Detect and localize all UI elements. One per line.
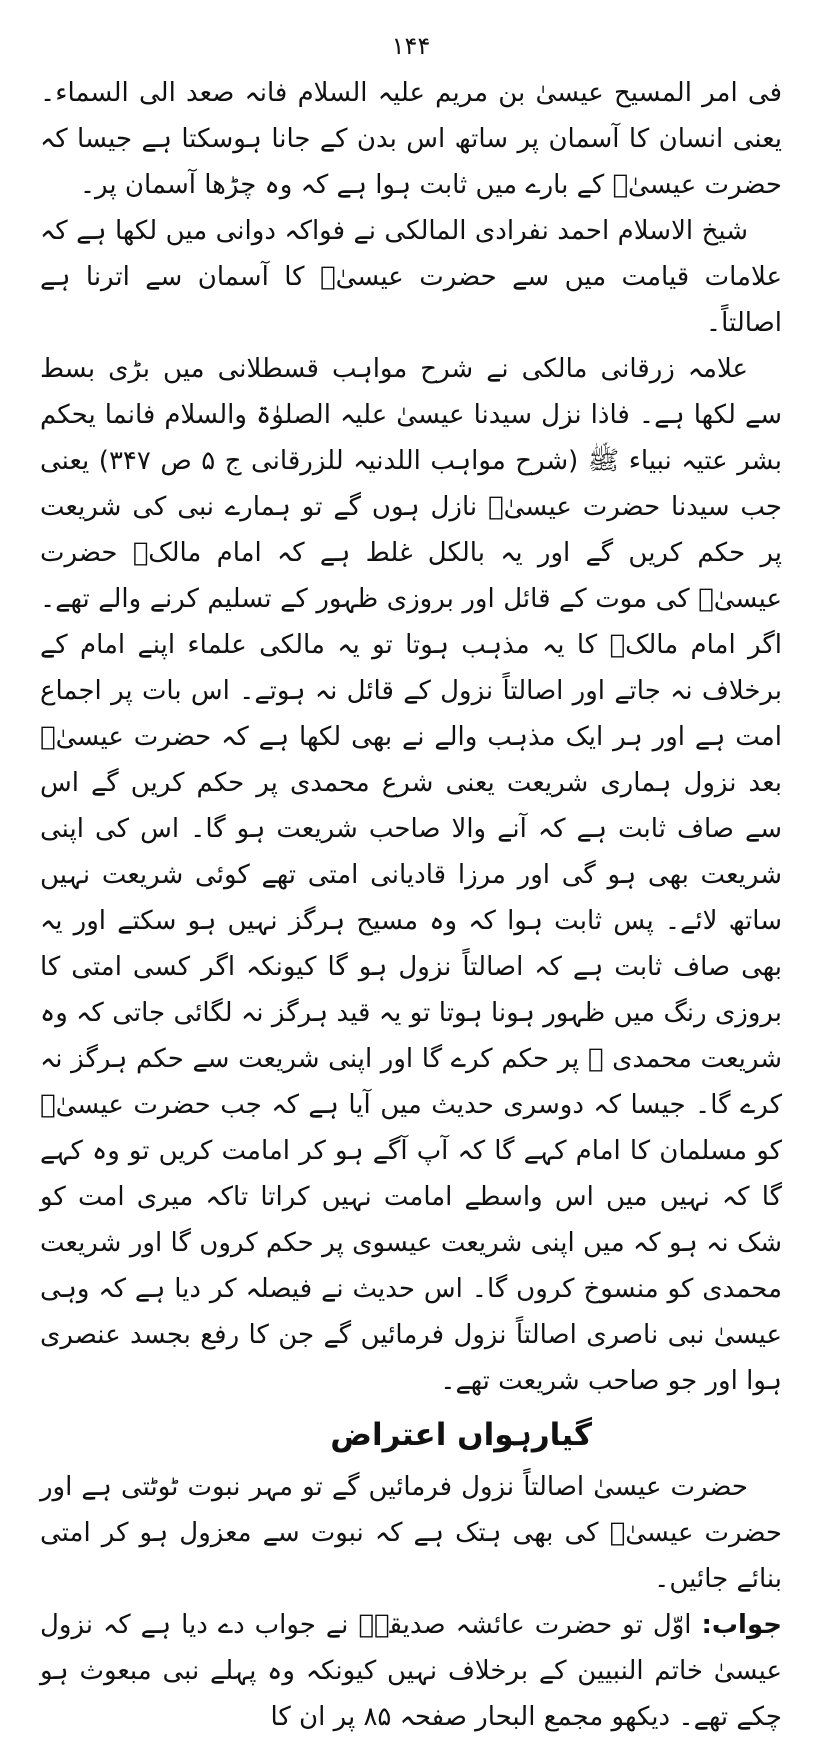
objection-section [40,1464,782,1740]
section-heading: گیارہواں اعتراض [330,1417,592,1453]
paragraph: فی امر المسیح عیسیٰ بن مریم علیہ السلام فانہ صعد الی السماء۔ یعنی انسان کا آسمان پر ساتھ اس بدن کے جانا ہوسکتا ہے جیسا کہ حضرت عیسیٰؑ کے بارے میں ثابت ہوا ہے کہ وہ چڑھا آسمان پر۔ [40,78,782,200]
paragraph: شیخ الاسلام احمد نفرادی المالکی نے فواکہ دوانی میں لکھا ہے کہ علامات قیامت میں سے حضرت عیسیٰؑ کا آسمان سے اترنا ہے اصالتاً۔ [40,216,782,338]
page-number: ۱۴۴ [391,32,431,60]
answer-paragraph [40,1602,782,1740]
page-body [40,70,782,1404]
answer-label: جواب: [701,1610,782,1640]
answer-text: اوّل تو حضرت عائشہ صدیقہؓ نے جواب دے دیا ہے کہ نزول عیسیٰ خاتم النبیین کے برخلاف نہیں کیونکہ وہ پہلے نبی مبعوث ہو چکے تھے۔ دیکھو مجمع البحار صفحہ ۸۵ پر ان کا [40,1610,782,1732]
objection-text: حضرت عیسیٰ اصالتاً نزول فرمائیں گے تو مہر نبوت ٹوٹتی ہے اور حضرت عیسیٰؑ کی بھی ہتک ہے کہ نبوت سے معزول ہو کر امتی بنائے جائیں۔ [40,1472,782,1594]
paragraph: علامہ زرقانی مالکی نے شرح مواہب قسطلانی میں بڑی بسط سے لکھا ہے۔ فاذا نزل سیدنا عیسیٰ علیہ الصلوٰۃ والسلام فانما یحکم بشر عتیہ نبیاء ﷺ (شرح مواہب اللدنیہ للزرقانی ج ۵ ص ۳۴۷) یعنی جب سیدنا حضرت عیسیٰؑ نازل ہوں گے تو ہمارے نبی کی شریعت پر حکم کریں گے اور یہ بالکل غلط ہے کہ امام مالکؒ حضرت عیسیٰؑ کی موت کے قائل اور بروزی ظہور کے تسلیم کرنے والے تھے۔ اگر امام مالکؒ کا یہ مذہب ہوتا تو یہ مالکی علماء اپنے امام کے برخلاف نہ جاتے اور اصالتاً نزول کے قائل نہ ہوتے۔ اس بات پر اجماع امت ہے اور ہر ایک مذہب والے نے بھی لکھا ہے کہ حضرت عیسیٰؑ بعد نزول ہماری شریعت یعنی شرع محمدی پر حکم کریں گے اس سے صاف ثابت ہے کہ آنے والا صاحب شریعت ہو گا۔ اس کی اپنی شریعت بھی ہو گی اور مرزا قادیانی امتی تھے کوئی شریعت نہیں ساتھ لائے۔ پس ثابت ہوا کہ وہ مسیح ہرگز نہیں ہو سکتے اور یہ بھی صاف ثابت ہے کہ اصالتاً نزول ہو گا کیونکہ اگر کسی امتی کا بروزی رنگ میں ظہور ہونا ہوتا تو یہ قید ہرگز نہ لگائی جاتی کہ وہ شریعت محمدی ﷺ پر حکم کرے گا اور اپنی شریعت سے حکم ہرگز نہ کرے گا۔ جیسا کہ دوسری حدیث میں آیا ہے کہ جب حضرت عیسیٰؑ کو مسلمان کا امام کہے گا کہ آپ آگے ہو کر امامت کریں تو وہ کہے گا کہ نہیں میں اس واسطے امامت نہیں کراتا تاکہ میری امت کو شک نہ ہو کہ میں اپنی شریعت عیسوی پر حکم کروں گا اور شریعت محمدی کو منسوخ کروں گا۔ اس حدیث نے فیصلہ کر دیا ہے کہ وہی عیسیٰ نبی ناصری اصالتاً نزول فرمائیں گے جن کا رفع بجسد عنصری ہوا اور جو صاحب شریعت تھے۔ [40,354,782,1396]
